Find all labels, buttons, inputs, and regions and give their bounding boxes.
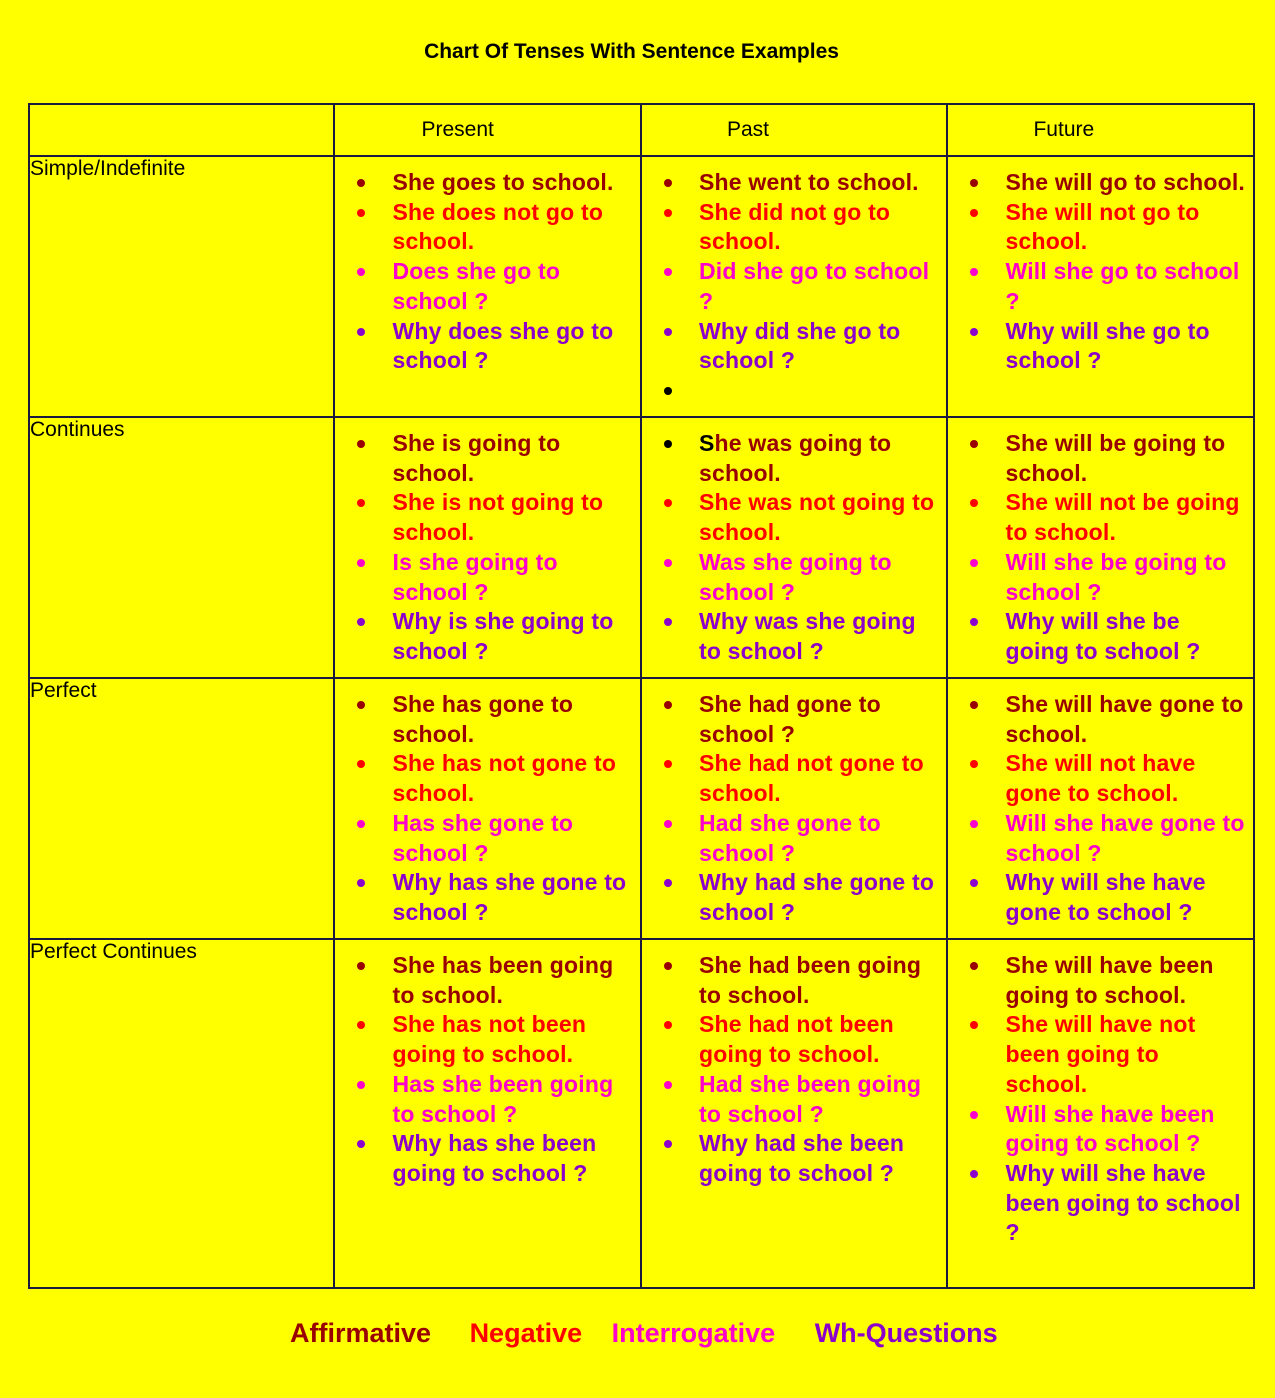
example-list bbox=[642, 157, 947, 406]
example-sentence-negative bbox=[948, 749, 1247, 808]
example-sentence-negative bbox=[335, 749, 634, 808]
cell-perfect-continues-future bbox=[947, 939, 1254, 1288]
row-label-continues: Continues bbox=[29, 417, 334, 678]
example-list bbox=[948, 679, 1253, 928]
cell-continues-present bbox=[334, 417, 641, 678]
bullet-icon bbox=[970, 179, 978, 187]
cell-perfect-past bbox=[641, 678, 948, 939]
example-text: Did she go to school ? bbox=[698, 258, 930, 314]
example-text: Why had she gone to school ? bbox=[698, 869, 935, 925]
example-text: She will not go to school. bbox=[1005, 198, 1200, 255]
example-text: Why has she gone to school ? bbox=[392, 869, 627, 925]
header-empty-cell bbox=[29, 104, 334, 156]
example-list bbox=[642, 418, 947, 667]
example-text: She had been going to school. bbox=[698, 952, 922, 1008]
bullet-icon bbox=[664, 559, 672, 567]
example-sentence-wh bbox=[948, 607, 1247, 666]
bullet-icon bbox=[970, 1021, 978, 1029]
example-text: Will she have been going to school ? bbox=[1005, 1100, 1215, 1157]
row-label-perfect-continues: Perfect Continues bbox=[29, 939, 334, 1288]
example-text: She is not going to school. bbox=[392, 489, 604, 546]
bullet-icon bbox=[970, 962, 978, 970]
bullet-icon bbox=[664, 962, 672, 970]
bullet-icon bbox=[970, 879, 978, 887]
example-text: Why does she go to school ? bbox=[392, 317, 614, 374]
example-sentence-interrogative bbox=[335, 257, 634, 316]
example-text: She went to school. bbox=[698, 169, 919, 195]
bullet-icon bbox=[664, 328, 672, 336]
bullet-icon bbox=[970, 559, 978, 567]
example-sentence-wh bbox=[335, 607, 634, 666]
example-text: Why is she going to school ? bbox=[392, 608, 614, 664]
example-text: She will have gone to school. bbox=[1005, 691, 1244, 747]
example-text: Why has she been going to school ? bbox=[392, 1130, 597, 1186]
bullet-icon bbox=[664, 820, 672, 828]
bullet-icon bbox=[357, 618, 365, 626]
example-sentence-affirmative bbox=[948, 429, 1247, 488]
example-sentence-affirmative bbox=[335, 690, 634, 749]
example-text: She was going to school. bbox=[698, 430, 892, 486]
row-perfect-continues bbox=[29, 939, 1254, 1288]
example-sentence-negative bbox=[948, 1010, 1247, 1099]
page-title: Chart Of Tenses With Sentence Examples bbox=[424, 40, 839, 63]
bullet-icon bbox=[970, 1111, 978, 1119]
bullet-icon bbox=[357, 499, 365, 507]
bullet-icon bbox=[664, 209, 672, 217]
example-sentence-negative bbox=[642, 749, 941, 808]
example-text: She is going to school. bbox=[392, 430, 561, 486]
example-list bbox=[642, 679, 947, 928]
bullet-icon bbox=[357, 1021, 365, 1029]
bullet-icon bbox=[357, 879, 365, 887]
example-text: She will not be going to school. bbox=[1005, 489, 1240, 546]
bullet-icon bbox=[664, 1140, 672, 1148]
example-text: She has not gone to school. bbox=[392, 750, 617, 807]
example-text: Had she been going to school ? bbox=[698, 1070, 922, 1127]
bullet-icon bbox=[357, 820, 365, 828]
legend-wh-questions: Wh-Questions bbox=[814, 1318, 998, 1348]
tenses-table bbox=[28, 103, 1255, 1289]
example-sentence-wh bbox=[642, 317, 941, 376]
example-sentence-wh bbox=[948, 868, 1247, 927]
cell-simple-past bbox=[641, 156, 948, 417]
example-text: Has she been going to school ? bbox=[392, 1070, 614, 1127]
example-sentence-interrogative bbox=[642, 809, 941, 868]
row-label-simple: Simple/Indefinite bbox=[29, 156, 334, 417]
bullet-icon bbox=[664, 499, 672, 507]
header-present: Present bbox=[334, 104, 641, 156]
bullet-icon bbox=[357, 179, 365, 187]
example-text: Why had she been going to school ? bbox=[698, 1130, 905, 1186]
example-list bbox=[948, 940, 1253, 1248]
example-text: She will not have gone to school. bbox=[1005, 750, 1196, 807]
example-sentence-wh bbox=[335, 317, 634, 376]
example-text: She had not gone to school. bbox=[698, 750, 924, 807]
example-sentence-affirmative bbox=[948, 690, 1247, 749]
example-text: Why will she be going to school ? bbox=[1005, 608, 1201, 664]
example-text: She will be going to school. bbox=[1005, 430, 1226, 486]
example-text: She had gone to school ? bbox=[698, 691, 881, 747]
row-label-perfect: Perfect bbox=[29, 678, 334, 939]
example-text: She was not going to school. bbox=[698, 489, 935, 546]
example-text: Had she gone to school ? bbox=[698, 809, 881, 866]
bullet-icon bbox=[970, 499, 978, 507]
example-text: She has gone to school. bbox=[392, 691, 574, 747]
cell-perfect-present bbox=[334, 678, 641, 939]
example-sentence-affirmative bbox=[642, 168, 941, 198]
example-sentence-interrogative bbox=[335, 809, 634, 868]
example-list bbox=[948, 157, 1253, 376]
bullet-icon bbox=[664, 760, 672, 768]
color-legend bbox=[290, 1318, 998, 1349]
example-text: She will have been going to school. bbox=[1005, 952, 1214, 1008]
bullet-icon bbox=[970, 440, 978, 448]
example-text: Why did she go to school ? bbox=[698, 317, 901, 374]
bullet-icon bbox=[970, 701, 978, 709]
example-text: She has not been going to school. bbox=[392, 1011, 587, 1068]
bullet-icon bbox=[664, 701, 672, 709]
cell-continues-past bbox=[641, 417, 948, 678]
header-future: Future bbox=[947, 104, 1254, 156]
bullet-icon bbox=[357, 701, 365, 709]
bullet-icon bbox=[664, 1081, 672, 1089]
example-sentence-wh bbox=[335, 1129, 634, 1188]
bullet-icon bbox=[357, 760, 365, 768]
example-text: She will have not been going to school. bbox=[1005, 1011, 1196, 1097]
example-sentence-wh bbox=[948, 317, 1247, 376]
row-continues bbox=[29, 417, 1254, 678]
example-text: Why will she go to school ? bbox=[1005, 317, 1210, 374]
example-list bbox=[335, 157, 640, 376]
example-text: Has she gone to school ? bbox=[392, 809, 574, 866]
example-text: Why will she have gone to school ? bbox=[1005, 869, 1206, 925]
example-sentence-interrogative bbox=[642, 548, 941, 607]
bullet-icon bbox=[970, 1170, 978, 1178]
example-sentence-negative bbox=[642, 488, 941, 547]
cell-simple-future bbox=[947, 156, 1254, 417]
example-text: Why will she have been going to school ? bbox=[1005, 1159, 1241, 1246]
example-text: Will she be going to school ? bbox=[1005, 548, 1227, 605]
bullet-icon bbox=[970, 618, 978, 626]
bullet-icon bbox=[970, 268, 978, 276]
example-sentence-affirmative bbox=[948, 951, 1247, 1010]
cell-perfect-continues-past bbox=[641, 939, 948, 1288]
example-sentence-negative bbox=[335, 488, 634, 547]
row-simple bbox=[29, 156, 1254, 417]
example-sentence-wh bbox=[948, 1159, 1247, 1248]
example-text: Was she going to school ? bbox=[698, 548, 892, 605]
example-sentence-affirmative bbox=[642, 429, 941, 488]
example-list bbox=[642, 940, 947, 1189]
bullet-icon bbox=[357, 1081, 365, 1089]
example-text: She goes to school. bbox=[392, 169, 614, 195]
cell-simple-present bbox=[334, 156, 641, 417]
header-past: Past bbox=[641, 104, 948, 156]
bullet-icon bbox=[357, 328, 365, 336]
bullet-icon bbox=[357, 268, 365, 276]
bullet-icon bbox=[970, 328, 978, 336]
cell-continues-future bbox=[947, 417, 1254, 678]
example-text: She will go to school. bbox=[1005, 169, 1246, 195]
legend-affirmative: Affirmative bbox=[290, 1318, 432, 1348]
legend-negative: Negative bbox=[469, 1318, 583, 1348]
example-sentence-interrogative bbox=[948, 548, 1247, 607]
example-list bbox=[335, 418, 640, 667]
example-sentence-interrogative bbox=[948, 809, 1247, 868]
example-sentence-negative bbox=[948, 198, 1247, 257]
bullet-icon bbox=[357, 209, 365, 217]
example-sentence-wh bbox=[335, 868, 634, 927]
example-sentence-wh bbox=[642, 1129, 941, 1188]
example-text: Will she go to school ? bbox=[1005, 258, 1240, 314]
example-sentence-affirmative bbox=[642, 951, 941, 1010]
example-text: She did not go to school. bbox=[698, 198, 891, 255]
example-sentence-empty bbox=[642, 376, 941, 406]
bullet-icon bbox=[357, 962, 365, 970]
cell-perfect-continues-present bbox=[334, 939, 641, 1288]
example-sentence-negative bbox=[642, 1010, 941, 1069]
example-sentence-affirmative bbox=[335, 168, 634, 198]
example-text: Is she going to school ? bbox=[392, 548, 558, 605]
example-sentence-negative bbox=[948, 488, 1247, 547]
bullet-icon bbox=[357, 440, 365, 448]
bullet-icon bbox=[664, 879, 672, 887]
example-list bbox=[335, 679, 640, 928]
bullet-icon bbox=[664, 440, 672, 448]
example-sentence-wh bbox=[642, 607, 941, 666]
example-text: She had not been going to school. bbox=[698, 1011, 894, 1068]
example-sentence-affirmative bbox=[335, 429, 634, 488]
bullet-icon bbox=[664, 179, 672, 187]
bullet-icon bbox=[357, 559, 365, 567]
cell-perfect-future bbox=[947, 678, 1254, 939]
example-sentence-interrogative bbox=[948, 1100, 1247, 1159]
bullet-icon bbox=[970, 820, 978, 828]
example-sentence-interrogative bbox=[948, 257, 1247, 316]
bullet-icon bbox=[357, 1140, 365, 1148]
example-sentence-affirmative bbox=[948, 168, 1247, 198]
example-text: Will she have gone to school ? bbox=[1005, 809, 1245, 866]
example-sentence-negative bbox=[335, 198, 634, 257]
example-text: She does not go to school. bbox=[392, 198, 604, 255]
example-sentence-interrogative bbox=[335, 548, 634, 607]
example-sentence-interrogative bbox=[642, 1070, 941, 1129]
legend-interrogative: Interrogative bbox=[611, 1318, 776, 1348]
example-text: Why was she going to school ? bbox=[698, 608, 916, 664]
bullet-icon bbox=[970, 209, 978, 217]
example-sentence-affirmative bbox=[642, 690, 941, 749]
example-text: Does she go to school ? bbox=[392, 258, 561, 314]
bullet-icon bbox=[970, 760, 978, 768]
example-text: She has been going to school. bbox=[392, 952, 614, 1008]
bullet-icon bbox=[664, 1021, 672, 1029]
example-sentence-affirmative bbox=[335, 951, 634, 1010]
example-sentence-negative bbox=[335, 1010, 634, 1069]
row-perfect bbox=[29, 678, 1254, 939]
example-sentence-interrogative bbox=[642, 257, 941, 316]
bullet-icon bbox=[664, 268, 672, 276]
example-list bbox=[335, 940, 640, 1189]
bullet-icon bbox=[664, 387, 672, 395]
example-sentence-wh bbox=[642, 868, 941, 927]
example-list bbox=[948, 418, 1253, 667]
header-row bbox=[29, 104, 1254, 156]
example-sentence-negative bbox=[642, 198, 941, 257]
bullet-icon bbox=[664, 618, 672, 626]
example-sentence-interrogative bbox=[335, 1070, 634, 1129]
